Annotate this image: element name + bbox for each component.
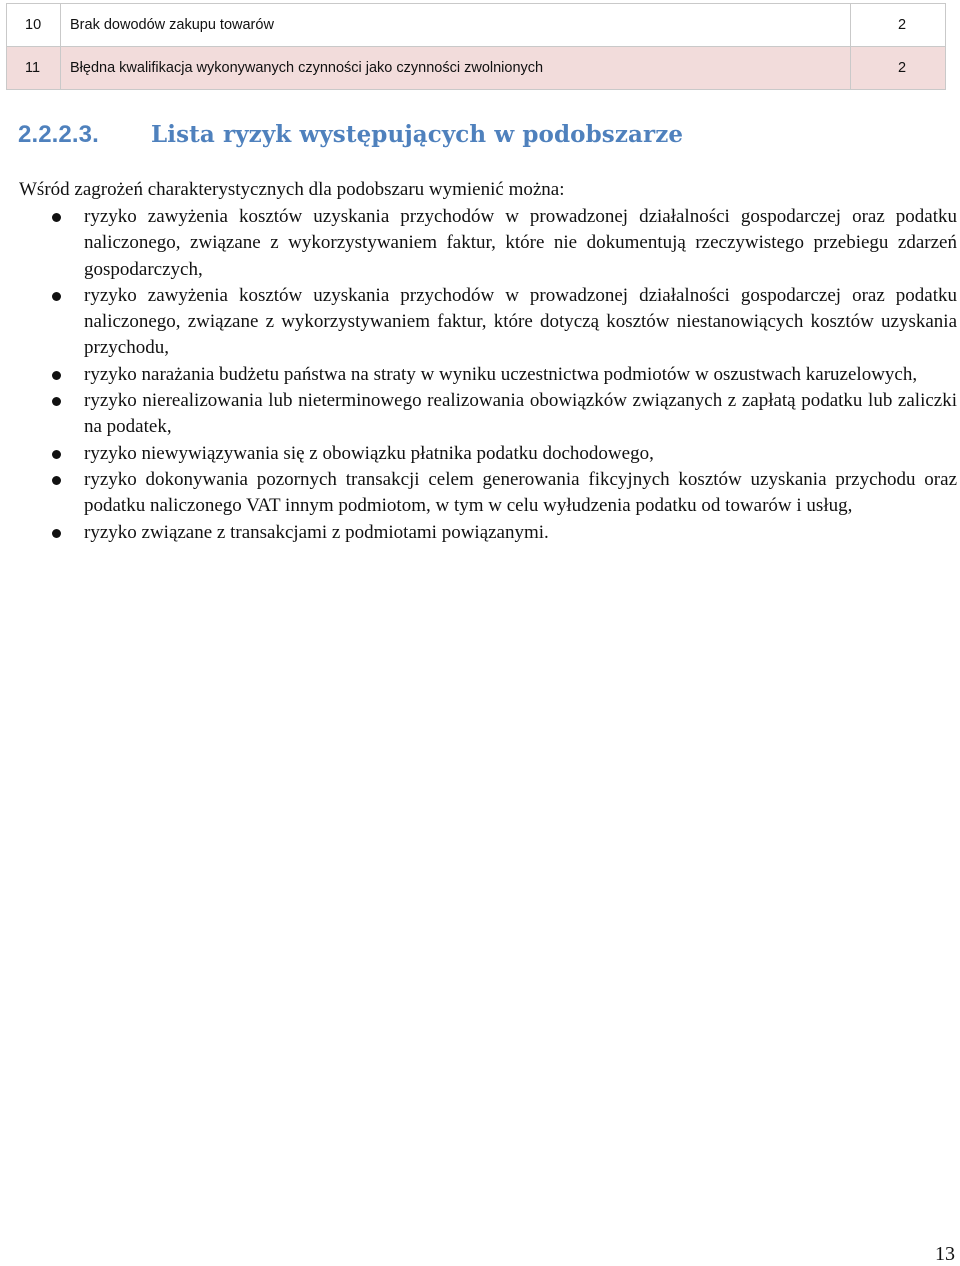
page-number: 13 [935,1243,955,1265]
list-item [0,467,957,520]
list-item-text: ryzyko niewywiązywania się z obowiązku płatnika podatku dochodowego, [84,442,654,464]
bullet-icon [52,529,61,538]
list-item [0,441,957,467]
row-description: Brak dowodów zakupu towarów [61,4,851,47]
bullet-icon [52,371,61,380]
row-count: 2 [851,4,946,47]
row-description: Błędna kwalifikacja wykonywanych czynności jako czynności zwolnionych [61,47,851,90]
list-item [0,283,957,362]
bullet-icon [52,292,61,301]
table-row [7,47,946,90]
bullet-icon [52,397,61,406]
section-number: 2.2.2.3. [18,121,99,148]
list-item [0,204,957,283]
bullet-icon [52,476,61,485]
row-count: 2 [851,47,946,90]
section-title: Lista ryzyk występujących w podobszarze [151,121,684,148]
list-item [0,520,957,546]
section-heading [18,121,683,149]
list-item-text: ryzyko związane z transakcjami z podmiotami powiązanymi. [84,521,549,543]
list-item [0,388,957,441]
list-item-text: ryzyko dokonywania pozornych transakcji celem generowania fikcyjnych kosztów uzyskania przychodu oraz podatku naliczonego VAT innym podmiotom, w tym w celu wyłudzenia podatku od towarów i usług, [84,468,957,517]
list-item-text: ryzyko nierealizowania lub nieterminowego realizowania obowiązków związanych z zapłatą podatku lub zaliczki na podatek, [84,390,957,438]
list-item-text: ryzyko zawyżenia kosztów uzyskania przychodów w prowadzonej działalności gospodarczej oraz podatku naliczonego, związane z wykorzystywaniem faktur, które nie dokumentują rzeczywistego przebiegu zdarzeń gospodarczych, [84,206,957,280]
row-number: 10 [7,4,61,47]
list-item-text: ryzyko zawyżenia kosztów uzyskania przychodów w prowadzonej działalności gospodarczej oraz podatku naliczonego, związane z wykorzystywaniem faktur, które dotyczą kosztów niestanowiących kosztów uzyskania przychodu, [84,284,957,359]
risk-list [0,204,957,546]
risk-table [6,3,946,90]
bullet-icon [52,213,61,222]
list-item [0,362,957,388]
table-row [7,4,946,47]
row-number: 11 [7,47,61,90]
bullet-icon [52,450,61,459]
list-item-text: ryzyko narażania budżetu państwa na straty w wyniku uczestnictwa podmiotów w oszustwach karuzelowych, [84,363,918,385]
intro-paragraph: Wśród zagrożeń charakterystycznych dla podobszaru wymienić można: [19,179,565,200]
